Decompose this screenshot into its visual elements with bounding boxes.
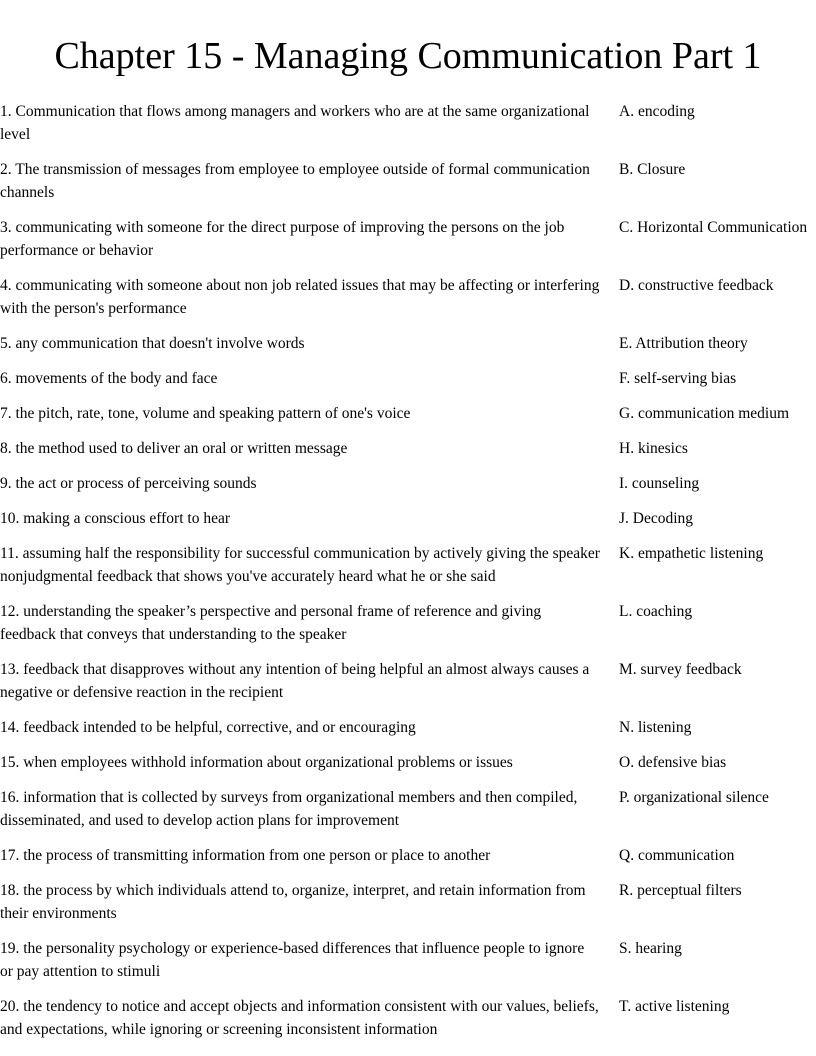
option-text: T. active listening [619, 998, 730, 1015]
prompt-text: 5. any communication that doesn't involve words [0, 335, 305, 352]
match-row [0, 158, 816, 204]
match-row [0, 600, 816, 646]
prompt-text: 1. Communication that flows among managers and workers who are at the same organizational level [0, 103, 590, 143]
page-title: Chapter 15 - Managing Communication Part 1 [54, 35, 762, 77]
match-row [0, 367, 816, 390]
match-row [0, 542, 816, 588]
match-row [0, 274, 816, 320]
option-text: K. empathetic listening [619, 545, 764, 562]
match-row [0, 751, 816, 774]
option-text: P. organizational silence [619, 789, 769, 806]
prompt-text: 2. The transmission of messages from employee to employee outside of formal communication channels [0, 161, 590, 201]
match-row [0, 844, 816, 867]
prompt-text: 15. when employees withhold information about organizational problems or issues [0, 754, 513, 771]
prompt-text: 20. the tendency to notice and accept objects and information consistent with our values, beliefs, and expectations, while ignoring or screening inconsistent information [0, 998, 599, 1038]
option-text: A. encoding [619, 103, 695, 120]
match-row [0, 716, 816, 739]
option-text: D. constructive feedback [619, 277, 774, 294]
option-text: L. coaching [619, 603, 693, 620]
option-text: E. Attribution theory [619, 335, 748, 352]
prompt-text: 4. communicating with someone about non job related issues that may be affecting or interfering with the person's performance [0, 277, 600, 317]
option-text: F. self-serving bias [619, 370, 737, 387]
match-row [0, 658, 816, 704]
option-text: C. Horizontal Communication [619, 219, 808, 236]
match-row [0, 437, 816, 460]
match-row [0, 402, 816, 425]
option-text: O. defensive bias [619, 754, 727, 771]
matching-list [0, 100, 816, 1041]
option-text: H. kinesics [619, 440, 688, 457]
option-text: G. communication medium [619, 405, 790, 422]
option-text: B. Closure [619, 161, 686, 178]
option-text: M. survey feedback [619, 661, 742, 678]
prompt-text: 8. the method used to deliver an oral or written message [0, 440, 348, 457]
prompt-text: 19. the personality psychology or experience-based differences that influence people to ignore or pay attention to stimuli [0, 940, 585, 980]
match-row [0, 937, 816, 983]
match-row [0, 879, 816, 925]
prompt-text: 10. making a conscious effort to hear [0, 510, 230, 527]
option-text: N. listening [619, 719, 692, 736]
option-text: Q. communication [619, 847, 735, 864]
prompt-text: 18. the process by which individuals attend to, organize, interpret, and retain information from their environments [0, 882, 586, 922]
option-text: S. hearing [619, 940, 682, 957]
prompt-text: 7. the pitch, rate, tone, volume and speaking pattern of one's voice [0, 405, 411, 422]
prompt-text: 12. understanding the speaker’s perspective and personal frame of reference and giving feedback that conveys that understanding to the speaker [0, 603, 542, 643]
option-text: R. perceptual filters [619, 882, 742, 899]
prompt-text: 3. communicating with someone for the direct purpose of improving the persons on the job performance or behavior [0, 219, 565, 259]
prompt-text: 11. assuming half the responsibility for successful communication by actively giving the speaker nonjudgmental feedback that shows you've accurately heard what he or she said [0, 545, 600, 585]
prompt-text: 6. movements of the body and face [0, 370, 218, 387]
match-row [0, 100, 816, 146]
match-row [0, 216, 816, 262]
match-row [0, 786, 816, 832]
prompt-text: 9. the act or process of perceiving sounds [0, 475, 257, 492]
match-row [0, 472, 816, 495]
prompt-text: 16. information that is collected by surveys from organizational members and then compiled, disseminated, and used to develop action plans for improvement [0, 789, 578, 829]
match-row [0, 507, 816, 530]
prompt-text: 14. feedback intended to be helpful, corrective, and or encouraging [0, 719, 416, 736]
option-text: J. Decoding [619, 510, 694, 527]
match-row [0, 995, 816, 1041]
prompt-text: 17. the process of transmitting information from one person or place to another [0, 847, 491, 864]
match-row [0, 332, 816, 355]
prompt-text: 13. feedback that disapproves without any intention of being helpful an almost always causes a negative or defensive reaction in the recipient [0, 661, 590, 701]
option-text: I. counseling [619, 475, 700, 492]
